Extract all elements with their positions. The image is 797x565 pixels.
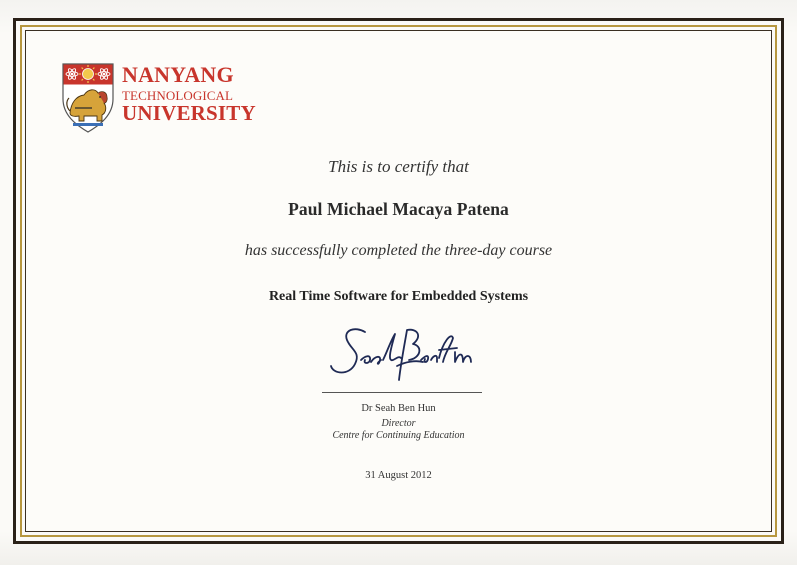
completion-statement: has successfully completed the three-day course bbox=[244, 242, 553, 259]
signatory-department: Centre for Continuing Education bbox=[332, 430, 465, 441]
issue-date: 31 August 2012 bbox=[365, 470, 432, 481]
wordmark-line-2: TECHNOLOGICAL bbox=[122, 88, 234, 103]
university-wordmark bbox=[122, 64, 256, 124]
recipient-name: Paul Michael Macaya Patena bbox=[288, 199, 509, 219]
university-logo bbox=[62, 63, 262, 135]
wordmark-line-3: UNIVERSITY bbox=[122, 101, 256, 125]
director-signature bbox=[325, 322, 485, 392]
course-title: Real Time Software for Embedded Systems bbox=[268, 289, 529, 304]
signatory-name: Dr Seah Ben Hun bbox=[361, 403, 436, 414]
signatory-title: Director bbox=[381, 418, 416, 429]
wordmark-line-1: NANYANG bbox=[122, 62, 234, 87]
certify-statement: This is to certify that bbox=[328, 157, 469, 176]
signature-line bbox=[322, 392, 482, 393]
university-crest-icon bbox=[62, 63, 114, 133]
